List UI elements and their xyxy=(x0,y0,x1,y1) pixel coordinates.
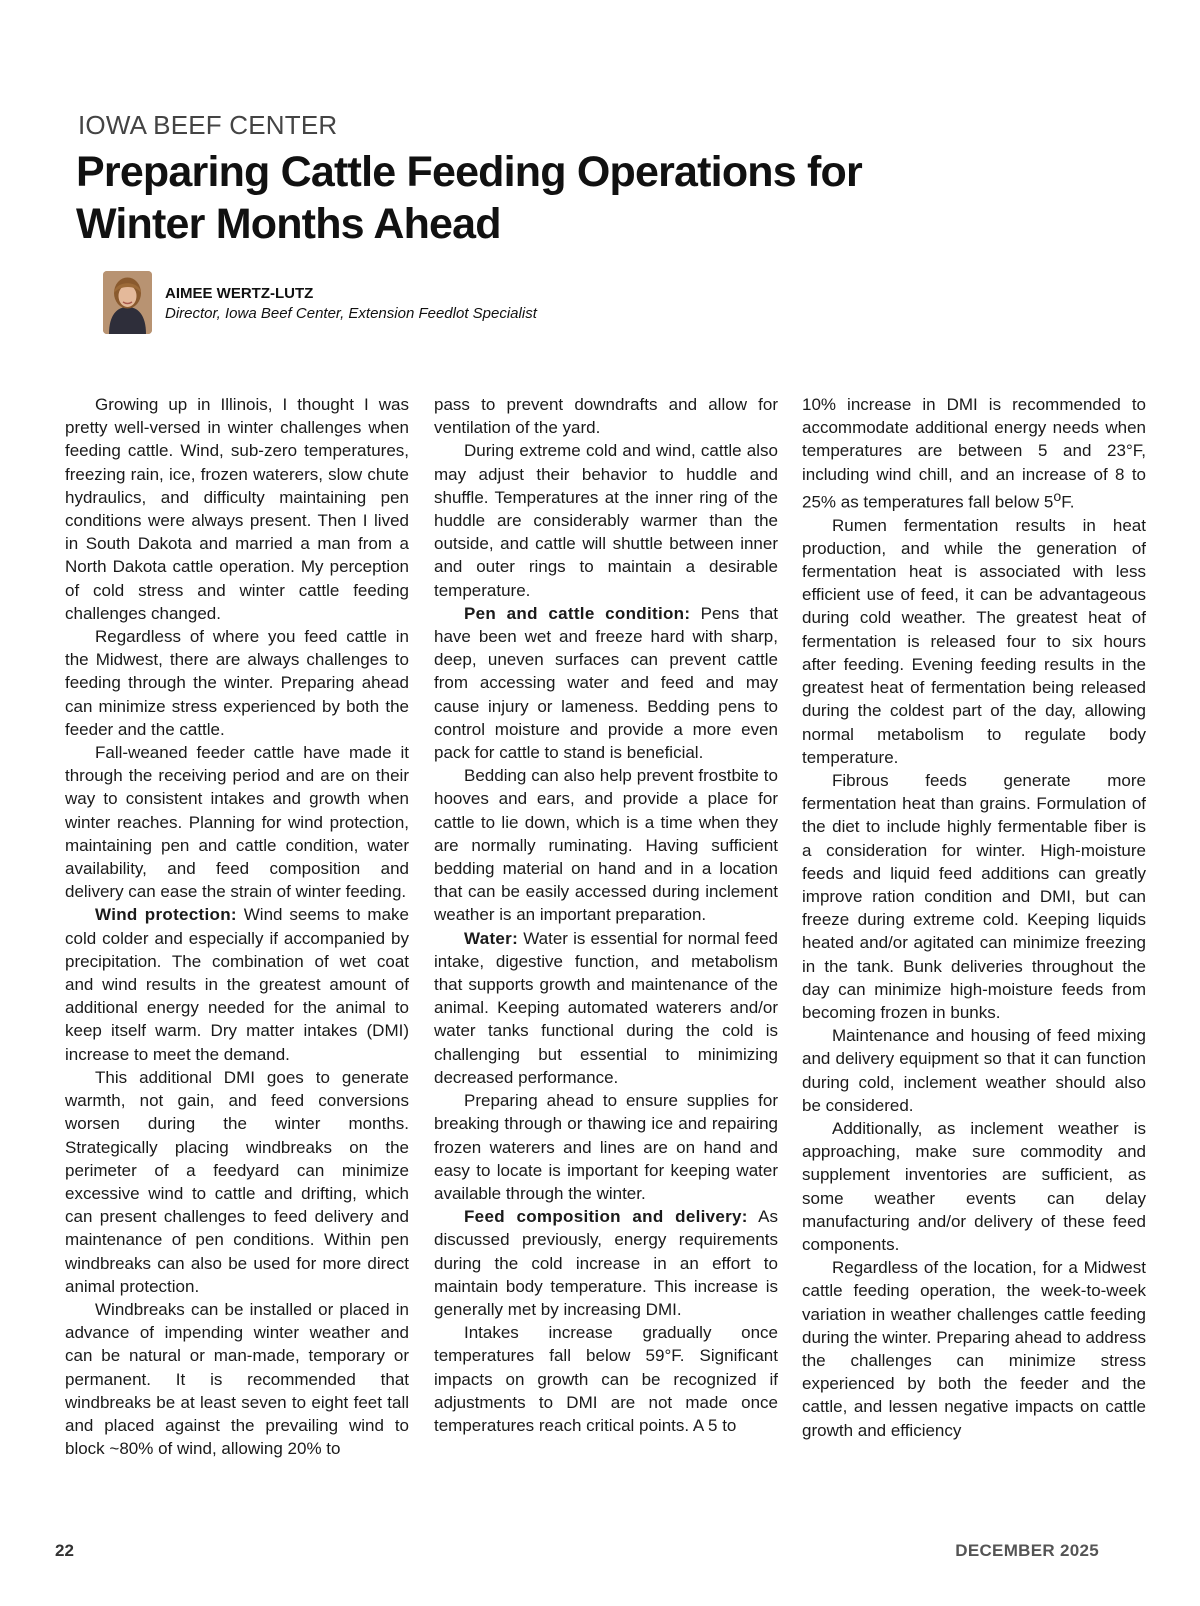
author-title: Director, Iowa Beef Center, Extension Feedlot Specialist xyxy=(165,305,537,322)
paragraph: Maintenance and housing of feed mixing and delivery equipment so that it can function during cold, inclement weather should also be considered. xyxy=(802,1026,1146,1115)
paragraph: During extreme cold and wind, cattle also may adjust their behavior to huddle and shuffle. Temperatures at the inner ring of the huddle are considerably warmer than the outside, and cattle will shuttle between inner and outer rings to maintain a desirable temperature. xyxy=(434,441,778,600)
paragraph: This additional DMI goes to generate warmth, not gain, and feed conversions worsen during the winter months. Strategically placing windbreaks on the perimeter of a feedyard can minimize excessive wind to cattle and drifting, which can present challenges to feed delivery and maintenance of pen conditions. Within pen windbreaks can also be used for more direct animal protection. xyxy=(65,1067,409,1296)
issue-date: DECEMBER 2025 xyxy=(955,1541,1099,1560)
paragraph: Preparing ahead to ensure supplies for breaking through or thawing ice and repairing frozen waterers and lines are on hand and easy to locate is important for keeping water available through the winter. xyxy=(434,1091,778,1203)
paragraph: Bedding can also help prevent frostbite to hooves and ears, and provide a place for cattle to lie down, which is a time when they are normally ruminating. Having sufficient bedding material on hand and in a location that can be easily accessed during inclement weather is an important preparation. xyxy=(434,766,778,925)
paragraph: Fibrous feeds generate more fermentation heat than grains. Formulation of the diet to include highly fermentable fiber is a consideration for winter. High-moisture feeds and liquid feed additions can greatly improve ration condition and DMI, but can freeze during extreme cold. Keeping liquids heated and/or agitated can minimize freezing in the tank. Bunk deliveries throughout the day can minimize high-moisture feeds from becoming frozen in bunks. xyxy=(802,770,1146,1022)
paragraph xyxy=(434,1205,778,1321)
subheading-pen-condition: Pen and cattle condition: xyxy=(464,603,691,623)
paragraph: Regardless of the location, for a Midwest cattle feeding operation, the week-to-week variation in weather challenges cattle feeding during the winter. Preparing ahead to address the challenges can minimize stress experienced by both the feeder and the cattle, and lessen negative impacts on cattle growth and efficiency xyxy=(802,1258,1147,1440)
paragraph: Growing up in Illinois, I thought I was pretty well-versed in winter challenges when feeding cattle. Wind, sub-zero temperatures, freezing rain, ice, frozen waterers, slow chute hydraulics, and difficulty maintaining pen conditions were always present. Then I lived in South Dakota and married a man from a North Dakota cattle operation. My perception of cold stress and winter cattle feeding challenges changed. xyxy=(65,395,409,623)
portrait-icon xyxy=(103,271,152,334)
paragraph-text: Pens that have been wet and freeze hard with sharp, deep, uneven surfaces can prevent cattle from accessing water and feed and may cause injury or lameness. Bedding pens to control moisture and provide a more even pack for cattle to stand is beneficial. xyxy=(434,603,778,763)
subheading-feed-composition: Feed composition and delivery: xyxy=(464,1207,748,1227)
article-column-1 xyxy=(65,393,409,1460)
paragraph xyxy=(65,903,409,1065)
paragraph xyxy=(434,927,778,1089)
subheading-wind-protection: Wind protection: xyxy=(95,905,237,925)
degree-superscript: o xyxy=(1053,488,1062,505)
paragraph: Intakes increase gradually once temperatures fall below 59°F. Significant impacts on growth can be recognized if adjustments to DMI are not made once temperatures reach critical points. A 5 to xyxy=(434,1323,778,1435)
paragraph-text: F. xyxy=(1061,492,1075,512)
paragraph: Fall-weaned feeder cattle have made it through the receiving period and are on their way to consistent intakes and growth when winter reaches. Planning for wind protection, maintaining pen and cattle condition, water availability, and feed composition and delivery can ease the strain of winter feeding. xyxy=(65,743,409,902)
paragraph: Regardless of where you feed cattle in the Midwest, there are always challenges to feeding through the winter. Preparing ahead can minimize stress experienced by both the feeder and the cattle. xyxy=(65,627,409,739)
paragraph-text: 10% increase in DMI is recommended to accommodate additional energy needs when temperatures are between 5 and 23°F, including wind chill, and an increase of 8 to 25% as temperatures fall below 5 xyxy=(802,395,1146,512)
subheading-water: Water: xyxy=(464,928,519,948)
paragraph-continued: pass to prevent downdrafts and allow for ventilation of the yard. xyxy=(434,395,778,438)
paragraph-text: Wind seems to make cold colder and especially if accompanied by precipitation. The combination of wet coat and wind results in the greatest amount of additional energy needed for the animal to keep itself warm. Dry matter intakes (DMI) increase to meet the demand. xyxy=(65,905,409,1064)
article-title: Preparing Cattle Feeding Operations for Winter Months Ahead xyxy=(76,148,862,248)
paragraph-continued xyxy=(802,393,1146,514)
article-column-3 xyxy=(802,393,1146,1442)
section-kicker: IOWA BEEF CENTER xyxy=(78,110,338,140)
author-photo xyxy=(103,271,152,334)
paragraph-text: As discussed previously, energy requirements during the cold increase in an effort to maintain body temperature. This increase is generally met by increasing DMI. xyxy=(434,1207,778,1319)
paragraph: Rumen fermentation results in heat production, and while the generation of fermentation heat is associated with less efficient use of feed, it can be advantageous during cold weather. The greatest heat of fermentation is released four to six hours after feeding. Evening feeding results in the greatest heat of fermentation being released during the coldest part of the day, allowing normal metabolism to regulate body temperature. xyxy=(802,515,1146,767)
paragraph: Additionally, as inclement weather is approaching, make sure commodity and supplement inventories are sufficient, as some weather events can delay manufacturing and/or delivery of these feed components. xyxy=(802,1118,1146,1254)
paragraph-text: Water is essential for normal feed intake, digestive function, and metabolism that supports growth and maintenance of the animal. Keeping automated waterers and/or water tanks functional during the cold is challenging but essential to minimizing decreased performance. xyxy=(434,928,778,1087)
author-name: AIMEE WERTZ-LUTZ xyxy=(165,285,314,302)
paragraph: Windbreaks can be installed or placed in advance of impending winter weather and can be natural or man-made, temporary or permanent. It is recommended that windbreaks be at least seven to eight feet tall and placed against the prevailing wind to block ~80% of wind, allowing 20% to xyxy=(65,1299,409,1459)
page-number: 22 xyxy=(55,1541,74,1560)
article-column-2 xyxy=(434,393,778,1437)
paragraph xyxy=(434,602,778,764)
